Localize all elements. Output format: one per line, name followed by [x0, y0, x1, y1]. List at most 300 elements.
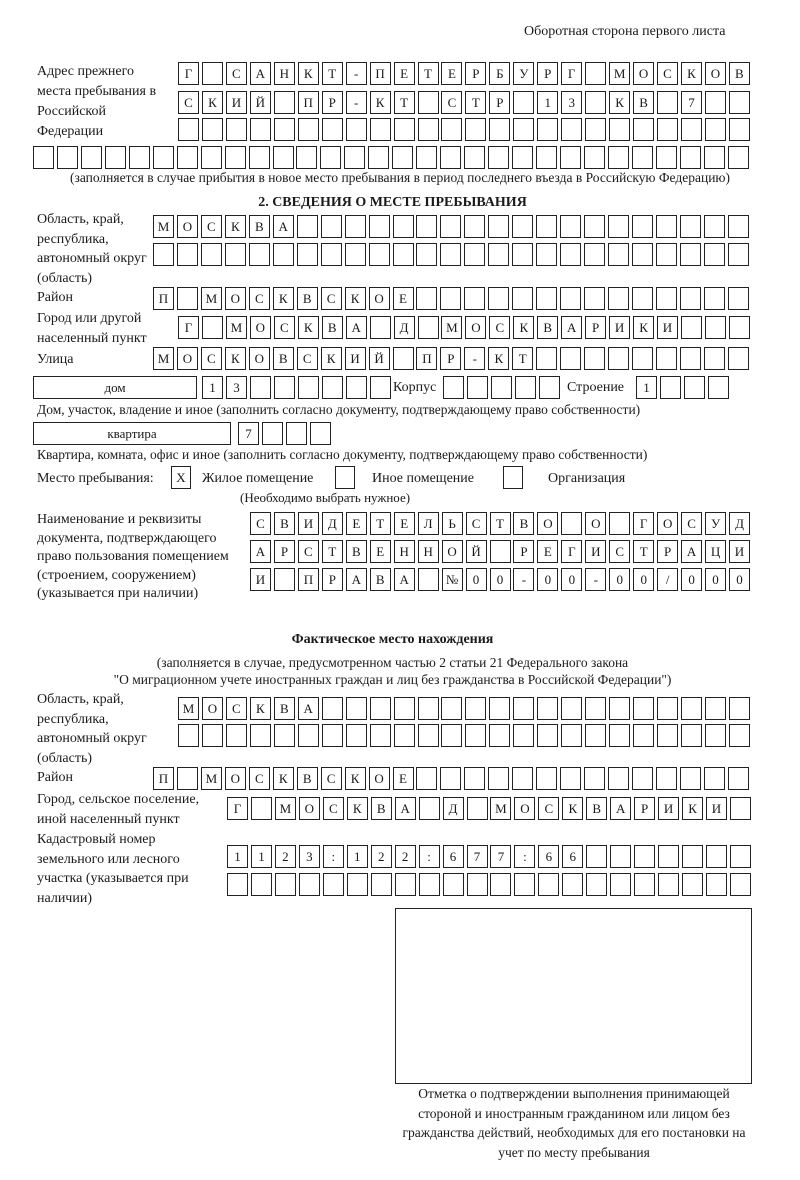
district-cell[interactable] [680, 287, 701, 310]
city-cell[interactable]: А [346, 316, 367, 339]
previous-address-cell[interactable]: Й [250, 91, 271, 114]
document-cell[interactable]: О [657, 512, 678, 535]
previous-address-cell[interactable] [560, 146, 581, 169]
previous-address-cell[interactable]: Т [322, 62, 343, 85]
document-cell[interactable]: А [681, 540, 702, 563]
region-cell[interactable]: С [201, 215, 222, 238]
korpus-cell[interactable] [467, 376, 488, 399]
actual-region-cell[interactable] [418, 724, 439, 747]
organization-checkbox[interactable] [503, 466, 523, 489]
actual-region-cell[interactable] [202, 724, 223, 747]
city-cell[interactable]: О [465, 316, 486, 339]
previous-address-cell[interactable]: У [513, 62, 534, 85]
previous-address-cell[interactable] [249, 146, 270, 169]
apartment-type-field[interactable]: квартира [33, 422, 231, 445]
actual-region-cell[interactable] [489, 724, 510, 747]
street-cell[interactable]: К [488, 347, 509, 370]
region-cell[interactable]: А [273, 215, 294, 238]
actual-region-cell[interactable] [561, 697, 582, 720]
district-cell[interactable] [464, 287, 485, 310]
previous-address-cell[interactable]: К [370, 91, 391, 114]
street-cell[interactable]: К [225, 347, 246, 370]
previous-address-cell[interactable] [250, 118, 271, 141]
city-cell[interactable] [681, 316, 702, 339]
actual-district-cell[interactable]: В [297, 767, 318, 790]
document-cell[interactable]: Т [490, 512, 511, 535]
document-cell[interactable]: С [250, 512, 271, 535]
cadastral-cell[interactable] [682, 873, 703, 896]
region-cell[interactable] [560, 215, 581, 238]
previous-address-cell[interactable] [536, 146, 557, 169]
document-cell[interactable]: Г [561, 540, 582, 563]
street-cell[interactable]: П [416, 347, 437, 370]
actual-region-cell[interactable] [633, 697, 654, 720]
cadastral-cell[interactable] [706, 873, 727, 896]
cadastral-cell[interactable]: 1 [251, 845, 272, 868]
actual-region-cell[interactable]: А [298, 697, 319, 720]
previous-address-cell[interactable] [633, 118, 654, 141]
document-cell[interactable]: Д [729, 512, 750, 535]
district-cell[interactable] [728, 287, 749, 310]
actual-region-cell[interactable] [585, 724, 606, 747]
actual-region-cell[interactable] [729, 724, 750, 747]
street-cell[interactable]: О [249, 347, 270, 370]
actual-city-cell[interactable]: К [562, 797, 583, 820]
document-cell[interactable]: В [513, 512, 534, 535]
street-cell[interactable]: Й [369, 347, 390, 370]
document-cell[interactable]: В [346, 540, 367, 563]
cadastral-cell[interactable] [682, 845, 703, 868]
previous-address-cell[interactable]: Б [489, 62, 510, 85]
previous-address-cell[interactable] [704, 146, 725, 169]
previous-address-cell[interactable] [57, 146, 78, 169]
previous-address-cell[interactable] [418, 91, 439, 114]
korpus-cell[interactable] [515, 376, 536, 399]
previous-address-cell[interactable]: К [681, 62, 702, 85]
cadastral-cell[interactable] [730, 845, 751, 868]
cadastral-cell[interactable] [443, 873, 464, 896]
cadastral-cell[interactable]: 2 [395, 845, 416, 868]
street-cell[interactable]: М [153, 347, 174, 370]
district-cell[interactable] [177, 287, 198, 310]
previous-address-cell[interactable]: С [178, 91, 199, 114]
actual-region-cell[interactable] [681, 697, 702, 720]
district-cell[interactable]: О [369, 287, 390, 310]
street-cell[interactable] [728, 347, 749, 370]
district-cell[interactable]: О [225, 287, 246, 310]
region-cell[interactable] [369, 243, 390, 266]
residential-checkbox[interactable]: X [171, 466, 191, 489]
document-cell[interactable]: - [513, 568, 534, 591]
actual-city-cell[interactable]: И [658, 797, 679, 820]
city-cell[interactable]: О [250, 316, 271, 339]
region-cell[interactable] [345, 215, 366, 238]
district-cell[interactable]: К [273, 287, 294, 310]
region-cell[interactable] [488, 243, 509, 266]
previous-address-cell[interactable]: О [705, 62, 726, 85]
street-cell[interactable]: К [321, 347, 342, 370]
previous-address-cell[interactable] [705, 91, 726, 114]
actual-city-cell[interactable]: К [347, 797, 368, 820]
house-number-cell[interactable]: 3 [226, 376, 247, 399]
actual-district-cell[interactable]: О [225, 767, 246, 790]
street-cell[interactable]: О [177, 347, 198, 370]
actual-region-cell[interactable] [394, 697, 415, 720]
actual-city-cell[interactable]: А [610, 797, 631, 820]
actual-region-cell[interactable] [322, 724, 343, 747]
document-cell[interactable]: В [370, 568, 391, 591]
house-type-field[interactable]: дом [33, 376, 197, 399]
region-cell[interactable] [249, 243, 270, 266]
previous-address-cell[interactable] [370, 118, 391, 141]
document-cell[interactable]: Й [466, 540, 487, 563]
cadastral-cell[interactable]: 3 [299, 845, 320, 868]
cadastral-cell[interactable]: 1 [227, 845, 248, 868]
house-number-cell[interactable] [274, 376, 295, 399]
region-cell[interactable] [680, 243, 701, 266]
house-number-cell[interactable] [370, 376, 391, 399]
actual-region-cell[interactable] [370, 697, 391, 720]
region-cell[interactable]: К [225, 215, 246, 238]
previous-address-cell[interactable]: Р [537, 62, 558, 85]
region-cell[interactable] [632, 215, 653, 238]
cadastral-cell[interactable] [371, 873, 392, 896]
actual-city-cell[interactable] [419, 797, 440, 820]
document-cell[interactable]: А [346, 568, 367, 591]
actual-region-cell[interactable] [465, 697, 486, 720]
previous-address-cell[interactable]: - [346, 62, 367, 85]
actual-region-cell[interactable] [465, 724, 486, 747]
district-cell[interactable] [608, 287, 629, 310]
cadastral-cell[interactable] [251, 873, 272, 896]
region-cell[interactable] [488, 215, 509, 238]
previous-address-cell[interactable] [344, 146, 365, 169]
city-cell[interactable] [418, 316, 439, 339]
actual-region-cell[interactable] [441, 724, 462, 747]
document-cell[interactable]: 0 [466, 568, 487, 591]
apartment-number-cell[interactable]: 7 [238, 422, 259, 445]
document-cell[interactable]: Л [418, 512, 439, 535]
actual-district-cell[interactable] [177, 767, 198, 790]
street-cell[interactable] [632, 347, 653, 370]
previous-address-cell[interactable] [274, 118, 295, 141]
document-cell[interactable]: И [729, 540, 750, 563]
document-cell[interactable]: У [705, 512, 726, 535]
previous-address-cell[interactable]: В [729, 62, 750, 85]
previous-address-cell[interactable]: Т [394, 91, 415, 114]
district-cell[interactable] [632, 287, 653, 310]
district-cell[interactable] [536, 287, 557, 310]
actual-region-cell[interactable] [585, 697, 606, 720]
region-cell[interactable] [416, 215, 437, 238]
actual-region-cell[interactable] [322, 697, 343, 720]
previous-address-cell[interactable]: Е [441, 62, 462, 85]
actual-region-cell[interactable] [729, 697, 750, 720]
region-cell[interactable] [512, 215, 533, 238]
actual-region-cell[interactable]: М [178, 697, 199, 720]
city-cell[interactable] [705, 316, 726, 339]
cadastral-cell[interactable] [227, 873, 248, 896]
region-cell[interactable] [632, 243, 653, 266]
actual-district-cell[interactable] [560, 767, 581, 790]
district-cell[interactable] [488, 287, 509, 310]
actual-city-cell[interactable]: И [706, 797, 727, 820]
district-cell[interactable] [416, 287, 437, 310]
previous-address-cell[interactable] [33, 146, 54, 169]
street-cell[interactable]: И [345, 347, 366, 370]
actual-region-cell[interactable] [705, 724, 726, 747]
document-cell[interactable]: О [585, 512, 606, 535]
cadastral-cell[interactable]: 6 [538, 845, 559, 868]
actual-district-cell[interactable]: К [345, 767, 366, 790]
document-cell[interactable]: / [657, 568, 678, 591]
document-cell[interactable]: Д [322, 512, 343, 535]
cadastral-cell[interactable] [634, 873, 655, 896]
actual-district-cell[interactable] [584, 767, 605, 790]
previous-address-cell[interactable]: К [609, 91, 630, 114]
region-cell[interactable] [440, 215, 461, 238]
building-cell[interactable]: 1 [636, 376, 657, 399]
cadastral-cell[interactable] [395, 873, 416, 896]
actual-district-cell[interactable] [536, 767, 557, 790]
street-cell[interactable] [608, 347, 629, 370]
region-cell[interactable] [584, 243, 605, 266]
previous-address-cell[interactable] [729, 118, 750, 141]
previous-address-cell[interactable] [273, 146, 294, 169]
region-cell[interactable] [728, 243, 749, 266]
region-cell[interactable] [440, 243, 461, 266]
document-cell[interactable]: 0 [609, 568, 630, 591]
cadastral-cell[interactable] [586, 845, 607, 868]
actual-region-cell[interactable] [178, 724, 199, 747]
previous-address-cell[interactable] [705, 118, 726, 141]
previous-address-cell[interactable] [346, 118, 367, 141]
city-cell[interactable]: И [657, 316, 678, 339]
previous-address-cell[interactable] [105, 146, 126, 169]
region-cell[interactable] [177, 243, 198, 266]
previous-address-cell[interactable] [129, 146, 150, 169]
actual-district-cell[interactable] [704, 767, 725, 790]
district-cell[interactable] [656, 287, 677, 310]
actual-region-cell[interactable] [418, 697, 439, 720]
document-cell[interactable]: Н [394, 540, 415, 563]
previous-address-cell[interactable]: П [298, 91, 319, 114]
previous-address-cell[interactable]: - [346, 91, 367, 114]
previous-address-cell[interactable] [728, 146, 749, 169]
actual-district-cell[interactable]: М [201, 767, 222, 790]
previous-address-cell[interactable] [441, 118, 462, 141]
previous-address-cell[interactable] [608, 146, 629, 169]
region-cell[interactable]: О [177, 215, 198, 238]
region-cell[interactable]: В [249, 215, 270, 238]
street-cell[interactable]: - [464, 347, 485, 370]
city-cell[interactable]: М [226, 316, 247, 339]
actual-region-cell[interactable] [441, 697, 462, 720]
house-number-cell[interactable] [322, 376, 343, 399]
korpus-cell[interactable] [491, 376, 512, 399]
district-cell[interactable] [512, 287, 533, 310]
region-cell[interactable] [297, 215, 318, 238]
actual-region-cell[interactable]: В [274, 697, 295, 720]
actual-region-cell[interactable] [298, 724, 319, 747]
previous-address-cell[interactable] [274, 91, 295, 114]
previous-address-cell[interactable] [561, 118, 582, 141]
previous-address-cell[interactable] [513, 118, 534, 141]
region-cell[interactable] [680, 215, 701, 238]
cadastral-cell[interactable] [467, 873, 488, 896]
region-cell[interactable] [201, 243, 222, 266]
document-cell[interactable]: 0 [537, 568, 558, 591]
actual-city-cell[interactable] [467, 797, 488, 820]
actual-district-cell[interactable]: С [249, 767, 270, 790]
actual-region-cell[interactable] [657, 697, 678, 720]
actual-region-cell[interactable] [705, 697, 726, 720]
city-cell[interactable]: В [537, 316, 558, 339]
actual-district-cell[interactable] [440, 767, 461, 790]
document-cell[interactable]: Ц [705, 540, 726, 563]
city-cell[interactable]: С [274, 316, 295, 339]
actual-city-cell[interactable]: А [395, 797, 416, 820]
document-cell[interactable]: И [585, 540, 606, 563]
previous-address-cell[interactable] [368, 146, 389, 169]
actual-district-cell[interactable]: С [321, 767, 342, 790]
actual-district-cell[interactable] [416, 767, 437, 790]
previous-address-cell[interactable]: С [657, 62, 678, 85]
document-cell[interactable]: О [537, 512, 558, 535]
actual-city-cell[interactable] [730, 797, 751, 820]
previous-address-cell[interactable]: Г [178, 62, 199, 85]
actual-region-cell[interactable] [489, 697, 510, 720]
actual-district-cell[interactable]: П [153, 767, 174, 790]
district-cell[interactable] [560, 287, 581, 310]
document-cell[interactable]: - [585, 568, 606, 591]
cadastral-cell[interactable] [299, 873, 320, 896]
district-cell[interactable]: С [321, 287, 342, 310]
actual-district-cell[interactable]: О [369, 767, 390, 790]
previous-address-cell[interactable] [418, 118, 439, 141]
previous-address-cell[interactable] [585, 62, 606, 85]
actual-region-cell[interactable] [681, 724, 702, 747]
cadastral-cell[interactable] [610, 873, 631, 896]
street-cell[interactable] [536, 347, 557, 370]
actual-city-cell[interactable]: К [682, 797, 703, 820]
actual-city-cell[interactable]: О [299, 797, 320, 820]
street-cell[interactable] [393, 347, 414, 370]
region-cell[interactable] [393, 243, 414, 266]
previous-address-cell[interactable] [440, 146, 461, 169]
previous-address-cell[interactable] [585, 91, 606, 114]
document-cell[interactable]: 0 [561, 568, 582, 591]
actual-city-cell[interactable]: С [538, 797, 559, 820]
previous-address-cell[interactable] [392, 146, 413, 169]
city-cell[interactable]: А [561, 316, 582, 339]
document-cell[interactable]: 0 [705, 568, 726, 591]
previous-address-cell[interactable] [657, 118, 678, 141]
cadastral-cell[interactable]: 1 [347, 845, 368, 868]
cadastral-cell[interactable]: : [419, 845, 440, 868]
previous-address-cell[interactable] [296, 146, 317, 169]
region-cell[interactable] [464, 243, 485, 266]
city-cell[interactable] [729, 316, 750, 339]
document-cell[interactable]: С [466, 512, 487, 535]
building-cell[interactable] [708, 376, 729, 399]
cadastral-cell[interactable] [323, 873, 344, 896]
previous-address-cell[interactable] [656, 146, 677, 169]
district-cell[interactable]: С [249, 287, 270, 310]
previous-address-cell[interactable] [609, 118, 630, 141]
region-cell[interactable] [608, 215, 629, 238]
region-cell[interactable]: М [153, 215, 174, 238]
actual-region-cell[interactable] [537, 724, 558, 747]
previous-address-cell[interactable]: Н [274, 62, 295, 85]
previous-address-cell[interactable] [584, 146, 605, 169]
previous-address-cell[interactable] [81, 146, 102, 169]
house-number-cell[interactable] [346, 376, 367, 399]
previous-address-cell[interactable] [298, 118, 319, 141]
previous-address-cell[interactable] [226, 118, 247, 141]
actual-district-cell[interactable] [464, 767, 485, 790]
document-cell[interactable]: Г [633, 512, 654, 535]
actual-city-cell[interactable] [251, 797, 272, 820]
document-cell[interactable]: Т [322, 540, 343, 563]
previous-address-cell[interactable]: С [226, 62, 247, 85]
actual-region-cell[interactable] [394, 724, 415, 747]
cadastral-cell[interactable] [419, 873, 440, 896]
actual-district-cell[interactable] [656, 767, 677, 790]
cadastral-cell[interactable] [634, 845, 655, 868]
street-cell[interactable]: В [273, 347, 294, 370]
region-cell[interactable] [728, 215, 749, 238]
street-cell[interactable]: С [297, 347, 318, 370]
actual-region-cell[interactable] [250, 724, 271, 747]
actual-district-cell[interactable] [488, 767, 509, 790]
city-cell[interactable] [370, 316, 391, 339]
previous-address-cell[interactable] [225, 146, 246, 169]
previous-address-cell[interactable]: П [370, 62, 391, 85]
street-cell[interactable] [680, 347, 701, 370]
cadastral-cell[interactable]: 7 [467, 845, 488, 868]
actual-city-cell[interactable]: Р [634, 797, 655, 820]
district-cell[interactable]: В [297, 287, 318, 310]
document-cell[interactable]: 0 [633, 568, 654, 591]
actual-region-cell[interactable] [226, 724, 247, 747]
cadastral-cell[interactable]: 6 [443, 845, 464, 868]
document-cell[interactable]: П [298, 568, 319, 591]
region-cell[interactable] [345, 243, 366, 266]
document-cell[interactable]: А [250, 540, 271, 563]
korpus-cell[interactable] [539, 376, 560, 399]
street-cell[interactable] [584, 347, 605, 370]
actual-region-cell[interactable]: К [250, 697, 271, 720]
document-cell[interactable]: Ь [442, 512, 463, 535]
city-cell[interactable]: Р [585, 316, 606, 339]
cadastral-cell[interactable] [562, 873, 583, 896]
document-cell[interactable]: И [298, 512, 319, 535]
region-cell[interactable] [512, 243, 533, 266]
city-cell[interactable]: М [441, 316, 462, 339]
city-cell[interactable]: К [513, 316, 534, 339]
previous-address-cell[interactable]: Р [465, 62, 486, 85]
district-cell[interactable]: П [153, 287, 174, 310]
actual-region-cell[interactable] [346, 697, 367, 720]
cadastral-cell[interactable]: : [323, 845, 344, 868]
previous-address-cell[interactable] [657, 91, 678, 114]
previous-address-cell[interactable] [416, 146, 437, 169]
previous-address-cell[interactable] [202, 62, 223, 85]
building-cell[interactable] [684, 376, 705, 399]
region-cell[interactable] [536, 215, 557, 238]
other-premises-checkbox[interactable] [335, 466, 355, 489]
